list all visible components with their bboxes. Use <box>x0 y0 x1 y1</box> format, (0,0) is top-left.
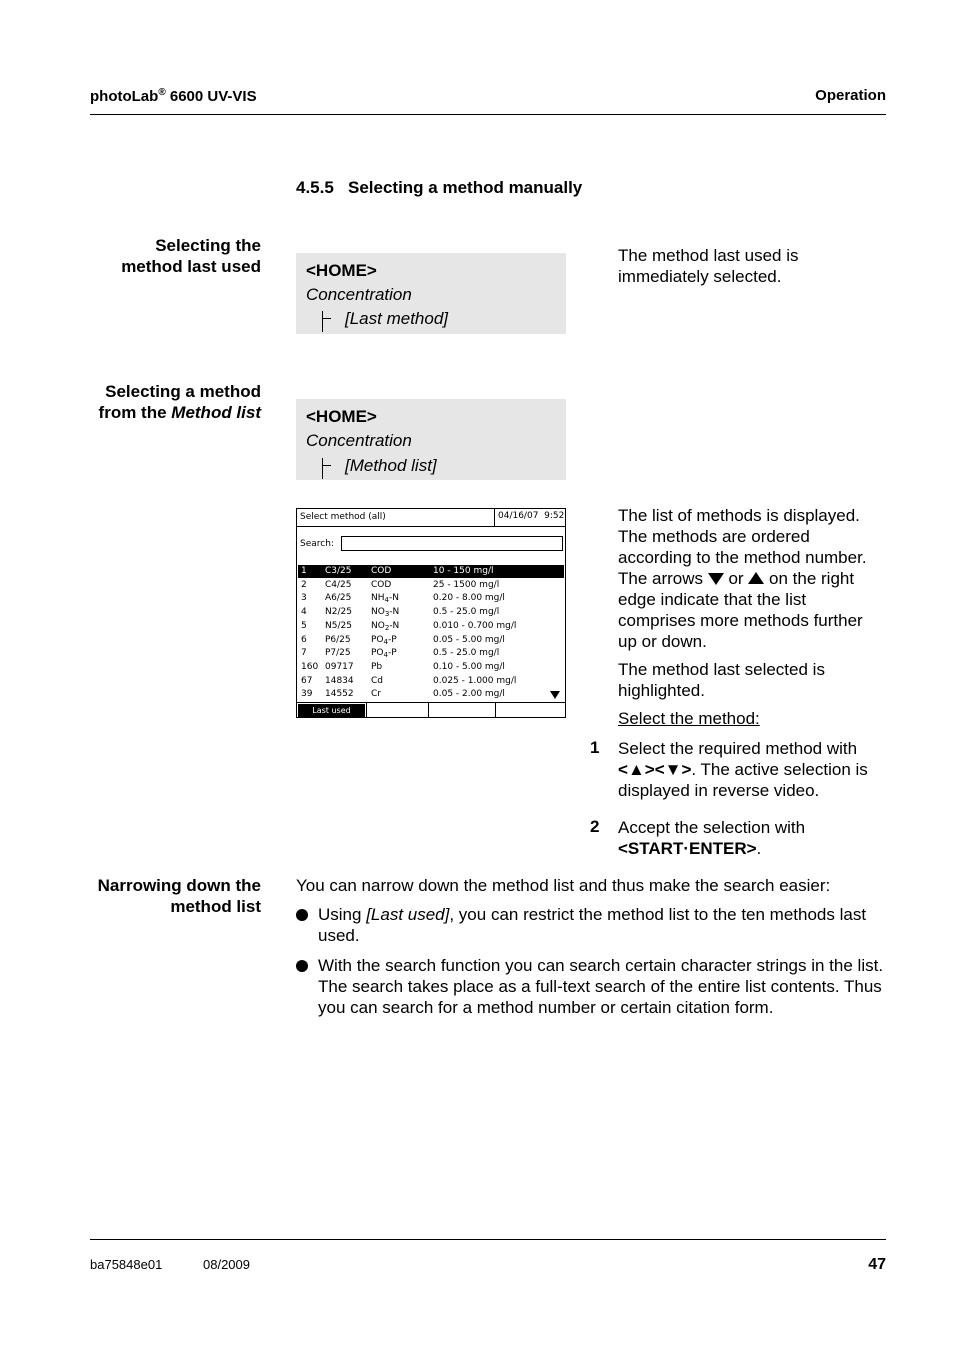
menu-last-method: [Last method] <box>345 309 449 328</box>
down-key-icon: ▼ <box>664 760 682 779</box>
method-range: 0.5 - 25.0 mg/l <box>433 648 500 659</box>
method-number: 67 <box>301 675 313 686</box>
method-code: N2/25 <box>325 607 352 618</box>
bullet-last-used: Using [Last used], you can restrict the method list to the ten methods last used. <box>318 905 867 945</box>
method-number: 39 <box>301 689 313 700</box>
softkey-4[interactable] <box>495 703 566 718</box>
method-param: COD <box>371 579 392 590</box>
method-number: 160 <box>301 661 319 672</box>
method-list-row[interactable] <box>298 647 564 660</box>
bullet-search-function: With the search function you can search certain character strings in the list. The search takes place as a full-text search of the entire list contents. Thus you can search for a method number or certain citation form. <box>318 956 884 1017</box>
down-arrow-icon <box>708 573 724 585</box>
screen-title: Select method (all) <box>300 512 386 522</box>
method-number: 1 <box>301 566 307 576</box>
bullet-icon <box>296 960 308 972</box>
footer-doc-id: ba75848e01 <box>90 1257 163 1272</box>
method-number: 7 <box>301 648 307 659</box>
method-number: 2 <box>301 579 307 590</box>
method-range: 0.025 - 1.000 mg/l <box>433 675 517 686</box>
screen-datetime-box <box>494 509 566 527</box>
step-1-text: Select the required method with <▲><▼>. The active selection is displayed in reverse video. <box>618 739 868 800</box>
method-range: 0.05 - 2.00 mg/l <box>433 689 505 700</box>
softkey-3[interactable] <box>428 703 496 718</box>
method-code: 14552 <box>325 689 354 700</box>
softkey-last-used[interactable]: Last used <box>298 704 365 717</box>
search-label: Search: <box>300 539 334 549</box>
method-param: Pb <box>371 661 383 672</box>
device-screen <box>296 508 566 718</box>
menu-concentration: Concentration <box>306 431 412 450</box>
tree-branch-icon <box>322 311 329 332</box>
header-rule <box>90 114 886 115</box>
method-number: 4 <box>301 607 307 618</box>
search-input[interactable] <box>341 536 563 551</box>
key-path-box-method-list <box>296 399 566 480</box>
method-range: 25 - 1500 mg/l <box>433 579 500 590</box>
method-range: 0.10 - 5.00 mg/l <box>433 661 505 672</box>
side-heading-last-used: Selecting the method last used <box>121 236 261 276</box>
screen-title-rule <box>297 526 565 527</box>
method-code: 14834 <box>325 675 354 686</box>
screen-datetime: 04/16/07 9:52 <box>498 511 565 521</box>
method-range: 0.05 - 5.00 mg/l <box>433 634 505 645</box>
scroll-down-icon <box>550 691 560 699</box>
method-list-row[interactable] <box>298 565 564 578</box>
section-title: 4.5.5 Selecting a method manually <box>296 178 583 197</box>
method-range: 0.010 - 0.700 mg/l <box>433 620 517 631</box>
last-used-description: The method last used is immediately selected. <box>618 246 799 286</box>
step-number: 2 <box>590 817 600 836</box>
header-section: Operation <box>815 87 886 104</box>
method-list-row[interactable] <box>298 688 564 701</box>
method-range: 0.20 - 8.00 mg/l <box>433 593 505 604</box>
home-key: <HOME> <box>306 261 377 280</box>
method-param: $NO_3-N$ <box>371 607 400 619</box>
method-param: COD <box>371 566 392 576</box>
up-key-icon: ▲ <box>627 760 645 779</box>
method-list-row[interactable] <box>298 661 564 674</box>
menu-concentration: Concentration <box>306 285 412 304</box>
method-code: N5/25 <box>325 620 352 631</box>
method-code: P6/25 <box>325 634 351 645</box>
list-description: The list of methods is displayed. The methods are ordered according to the method number. The arrows or on the right edge indicate that the list comprises more methods further up or down. <box>618 506 867 651</box>
softkey-2[interactable] <box>366 703 429 718</box>
method-list-row[interactable] <box>298 606 564 619</box>
method-param: $NO_2-N$ <box>371 620 400 632</box>
highlight-note: The method last selected is highlighted. <box>618 660 825 700</box>
method-list-row[interactable] <box>298 620 564 633</box>
step-number: 1 <box>590 738 600 757</box>
method-list-row[interactable] <box>298 579 564 592</box>
method-param: $NH_4-N$ <box>371 593 399 605</box>
method-param: $PO_4-P$ <box>371 634 397 646</box>
method-param: Cd <box>371 675 383 686</box>
method-code: 09717 <box>325 661 354 672</box>
method-code: C3/25 <box>325 566 352 576</box>
tree-branch-icon <box>322 458 329 479</box>
step-2-text: Accept the selection with <START·ENTER>. <box>618 818 806 858</box>
side-heading-method-list: Selecting a method from the Method list <box>98 382 261 422</box>
key-path-box-last-method <box>296 253 566 334</box>
method-code: P7/25 <box>325 648 351 659</box>
softkey-bar <box>297 702 565 718</box>
method-list-row[interactable] <box>298 634 564 647</box>
page-number: 47 <box>868 1256 886 1273</box>
method-list-row[interactable] <box>298 675 564 688</box>
bullet-icon <box>296 909 308 921</box>
home-key: <HOME> <box>306 407 377 426</box>
header-product: photoLab® 6600 UV-VIS <box>90 87 257 105</box>
method-param: Cr <box>371 689 381 700</box>
method-range: 0.5 - 25.0 mg/l <box>433 607 500 618</box>
select-method-heading: Select the method: <box>618 709 760 728</box>
method-number: 3 <box>301 593 307 604</box>
method-code: C4/25 <box>325 579 352 590</box>
method-list-row[interactable] <box>298 592 564 605</box>
footer-date: 08/2009 <box>203 1257 250 1272</box>
method-number: 6 <box>301 634 307 645</box>
menu-method-list: [Method list] <box>345 456 437 475</box>
footer-rule <box>90 1239 886 1240</box>
method-number: 5 <box>301 620 307 631</box>
registered-mark: ® <box>158 87 166 98</box>
up-arrow-icon <box>748 572 764 584</box>
side-heading-narrowing: Narrowing down the method list <box>97 876 261 916</box>
method-param: $PO_4-P$ <box>371 648 397 660</box>
narrowing-intro: You can narrow down the method list and thus make the search easier: <box>296 876 831 895</box>
method-code: A6/25 <box>325 593 352 604</box>
method-range: 10 - 150 mg/l <box>433 566 494 576</box>
